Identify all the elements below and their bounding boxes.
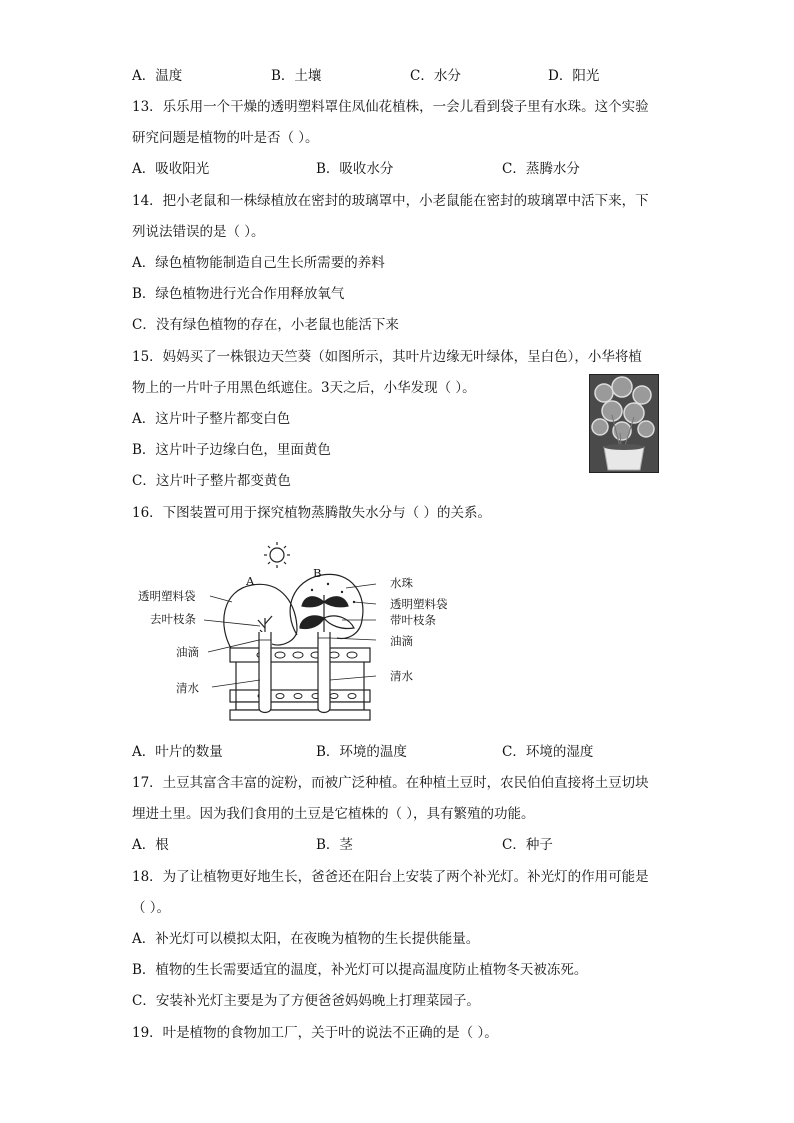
q13-option-a[interactable]: A．吸收阳光 [132, 161, 210, 177]
q14-option-c[interactable]: C．没有绿色植物的存在，小老鼠也能活下来 [132, 317, 399, 333]
q12-option-c[interactable]: C．水分 [410, 68, 461, 84]
q13-option-b[interactable]: B．吸收水分 [316, 161, 394, 177]
q12-option-a[interactable]: A．温度 [132, 68, 183, 84]
transpiration-apparatus-diagram [132, 540, 462, 730]
q18-option-c[interactable]: C．安装补光灯主要是为了方便爸爸妈妈晚上打理菜园子。 [132, 993, 480, 1009]
q13-stem-line1: 13．乐乐用一个干燥的透明塑料罩住凤仙花植株，一会儿看到袋子里有水珠。这个实验 [132, 99, 649, 115]
q15-option-a[interactable]: A．这片叶子整片都变白色 [132, 411, 291, 427]
q16-option-c[interactable]: C．环境的湿度 [502, 744, 594, 760]
q14-stem-line2: 列说法错误的是（ ）。 [132, 224, 265, 240]
sun-icon [264, 542, 290, 568]
diagram-label-b: B [313, 566, 322, 580]
diagram-label-water-left: 清水 [176, 681, 199, 695]
diagram-label-bag-left: 透明塑料袋 [138, 589, 196, 603]
q17-option-b[interactable]: B．茎 [316, 837, 353, 853]
q16-option-a[interactable]: A．叶片的数量 [132, 744, 223, 760]
diagram-label-a: A [246, 574, 255, 588]
q19-stem-line1: 19．叶是植物的食物加工厂，关于叶的说法不正确的是（ ）。 [132, 1025, 498, 1041]
q15-stem-line2: 物上的一片叶子用黑色纸遮住。3天之后，小华发现（ ）。 [132, 380, 476, 396]
q16-stem-line1: 16．下图装置可用于探究植物蒸腾散失水分与（ ）的关系。 [132, 505, 491, 521]
diagram-label-no-leaf-branch: 去叶枝条 [150, 612, 196, 626]
q18-stem-line1: 18．为了让植物更好地生长，爸爸还在阳台上安装了两个补光灯。补光灯的作用可能是 [132, 869, 649, 885]
q17-option-a[interactable]: A．根 [132, 837, 169, 853]
q14-stem-line1: 14．把小老鼠和一株绿植放在密封的玻璃罩中，小老鼠能在密封的玻璃罩中活下来，下 [132, 193, 649, 209]
q15-option-c[interactable]: C．这片叶子整片都变黄色 [132, 473, 291, 489]
diagram-label-with-leaf-branch: 带叶枝条 [390, 613, 436, 627]
q17-stem-line1: 17．土豆其富含丰富的淀粉，而被广泛种植。在种植土豆时，农民伯伯直接将土豆切块 [132, 775, 649, 791]
q15-option-b[interactable]: B．这片叶子边缘白色，里面黄色 [132, 442, 331, 458]
q18-stem-line2: （ ）。 [132, 900, 171, 916]
diagram-label-bag-right: 透明塑料袋 [390, 597, 448, 611]
q15-stem-line1: 15．妈妈买了一株银边天竺葵（如图所示，其叶片边缘无叶绿体，呈白色），小华将植 [132, 349, 642, 365]
q14-option-a[interactable]: A．绿色植物能制造自己生长所需要的养料 [132, 255, 385, 271]
diagram-label-oil-right: 油滴 [390, 634, 413, 648]
diagram-label-water-right: 清水 [390, 669, 413, 683]
q16-option-b[interactable]: B．环境的温度 [316, 744, 407, 760]
q13-option-c[interactable]: C．蒸腾水分 [502, 161, 580, 177]
diagram-label-droplet: 水珠 [390, 576, 413, 590]
diagram-label-oil-left: 油滴 [176, 645, 199, 659]
q14-option-b[interactable]: B．绿色植物进行光合作用释放氧气 [132, 286, 345, 302]
q13-stem-line2: 研究问题是植物的叶是否（ ）。 [132, 130, 319, 146]
geranium-photo [589, 374, 659, 473]
q17-stem-line2: 埋进土里。因为我们食用的土豆是它植株的（ ），具有繁殖的功能。 [132, 806, 535, 822]
q18-option-b[interactable]: B．植物的生长需要适宜的温度，补光灯可以提高温度防止植物冬天被冻死。 [132, 962, 588, 978]
q17-option-c[interactable]: C．种子 [502, 837, 553, 853]
q12-option-b[interactable]: B．土壤 [271, 68, 322, 84]
q12-option-d[interactable]: D．阳光 [548, 68, 600, 84]
q18-option-a[interactable]: A．补光灯可以模拟太阳，在夜晚为植物的生长提供能量。 [132, 931, 480, 947]
